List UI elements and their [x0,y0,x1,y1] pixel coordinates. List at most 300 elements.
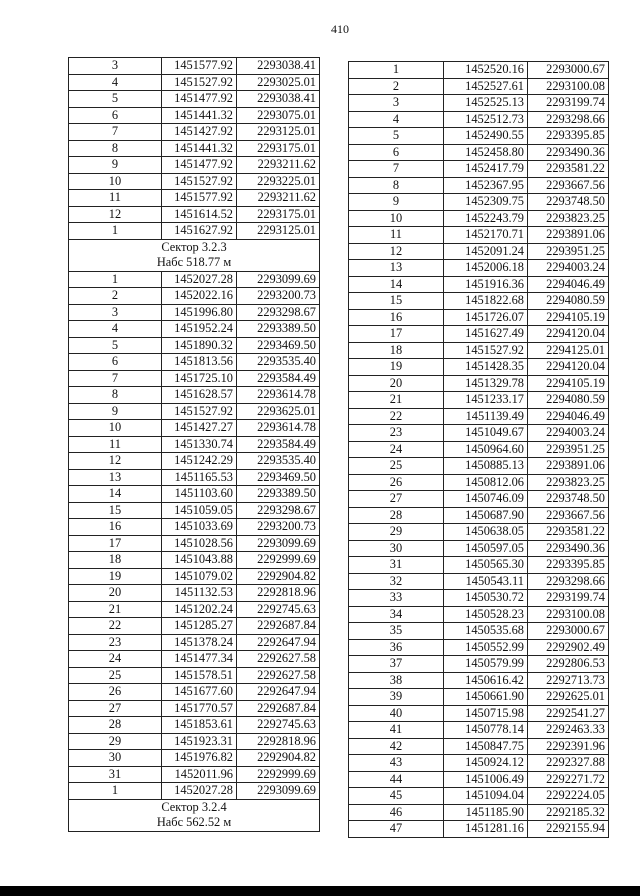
x-coordinate: 1452027.28 [162,783,237,800]
y-coordinate: 2293100.08 [528,606,609,623]
point-number: 14 [69,486,162,503]
point-number: 4 [349,111,444,128]
y-coordinate: 2294120.04 [528,359,609,376]
table-row [349,177,609,194]
x-coordinate: 1450924.12 [444,755,528,772]
y-coordinate: 2293748.50 [528,491,609,508]
y-coordinate: 2293891.06 [528,458,609,475]
point-number: 7 [69,370,162,387]
point-number: 24 [349,441,444,458]
x-coordinate: 1450964.60 [444,441,528,458]
sector-header-row [69,799,320,831]
table-row [69,667,320,684]
y-coordinate: 2292463.33 [528,722,609,739]
table-row [349,689,609,706]
x-coordinate: 1451427.27 [162,420,237,437]
table-row [349,78,609,95]
table-row [349,326,609,343]
table-row [69,750,320,767]
table-row [69,206,320,223]
x-coordinate: 1450661.90 [444,689,528,706]
y-coordinate: 2294120.04 [528,326,609,343]
x-coordinate: 1451139.49 [444,408,528,425]
point-number: 10 [69,173,162,190]
point-number: 13 [349,260,444,277]
x-coordinate: 1451028.56 [162,535,237,552]
y-coordinate: 2293199.74 [528,95,609,112]
table-row [349,755,609,772]
x-coordinate: 1451822.68 [444,293,528,310]
point-number: 31 [349,557,444,574]
point-number: 13 [69,469,162,486]
x-coordinate: 1451441.32 [162,107,237,124]
y-coordinate: 2292687.84 [237,618,320,635]
table-row [349,606,609,623]
point-number: 6 [349,144,444,161]
y-coordinate: 2292647.94 [237,634,320,651]
point-number: 17 [349,326,444,343]
table-row [349,804,609,821]
y-coordinate: 2293211.62 [237,157,320,174]
x-coordinate: 1452490.55 [444,128,528,145]
x-coordinate: 1452091.24 [444,243,528,260]
y-coordinate: 2293951.25 [528,441,609,458]
table-row [69,453,320,470]
x-coordinate: 1451132.53 [162,585,237,602]
point-number: 1 [69,783,162,800]
table-row [349,62,609,79]
table-row [69,601,320,618]
point-number: 3 [69,304,162,321]
x-coordinate: 1451242.29 [162,453,237,470]
table-row [349,507,609,524]
table-row [69,354,320,371]
point-number: 25 [349,458,444,475]
y-coordinate: 2293025.01 [237,74,320,91]
point-number: 33 [349,590,444,607]
y-coordinate: 2294125.01 [528,342,609,359]
y-coordinate: 2293667.56 [528,177,609,194]
table-row [69,519,320,536]
table-row [349,309,609,326]
point-number: 27 [69,700,162,717]
x-coordinate: 1450885.13 [444,458,528,475]
y-coordinate: 2293891.06 [528,227,609,244]
x-coordinate: 1451043.88 [162,552,237,569]
point-number: 21 [69,601,162,618]
table-row [69,535,320,552]
y-coordinate: 2293581.22 [528,161,609,178]
table-row [349,408,609,425]
x-coordinate: 1451770.57 [162,700,237,717]
y-coordinate: 2293175.01 [237,140,320,157]
y-coordinate: 2293581.22 [528,524,609,541]
table-row [349,441,609,458]
x-coordinate: 1451428.35 [444,359,528,376]
y-coordinate: 2292745.63 [237,717,320,734]
y-coordinate: 2292818.96 [237,585,320,602]
y-coordinate: 2293584.49 [237,436,320,453]
table-row [69,502,320,519]
x-coordinate: 1452520.16 [444,62,528,79]
x-coordinate: 1451378.24 [162,634,237,651]
x-coordinate: 1451527.92 [162,74,237,91]
point-number: 19 [69,568,162,585]
y-coordinate: 2293298.67 [237,502,320,519]
sector-title: Сектор 3.2.4 [161,799,227,814]
table-row [69,486,320,503]
table-row [349,342,609,359]
table-row [69,651,320,668]
point-number: 12 [69,453,162,470]
y-coordinate: 2293614.78 [237,387,320,404]
x-coordinate: 1451233.17 [444,392,528,409]
y-coordinate: 2293395.85 [528,557,609,574]
x-coordinate: 1451165.53 [162,469,237,486]
y-coordinate: 2293469.50 [237,469,320,486]
table-row [69,552,320,569]
table-row [349,260,609,277]
table-row [349,276,609,293]
x-coordinate: 1451049.67 [444,425,528,442]
x-coordinate: 1451441.32 [162,140,237,157]
sector-header [69,799,320,831]
point-number: 45 [349,788,444,805]
point-number: 41 [349,722,444,739]
y-coordinate: 2292904.82 [237,568,320,585]
y-coordinate: 2293000.67 [528,62,609,79]
point-number: 32 [349,573,444,590]
point-number: 5 [349,128,444,145]
y-coordinate: 2292627.58 [237,651,320,668]
y-coordinate: 2292185.32 [528,804,609,821]
point-number: 30 [69,750,162,767]
table-row [349,821,609,838]
x-coordinate: 1451094.04 [444,788,528,805]
sector-header-row [69,239,320,271]
y-coordinate: 2293625.01 [237,403,320,420]
point-number: 8 [349,177,444,194]
point-number: 11 [69,190,162,207]
y-coordinate: 2293395.85 [528,128,609,145]
table-row [69,74,320,91]
x-coordinate: 1451330.74 [162,436,237,453]
sector-title: Сектор 3.2.3 [161,239,227,254]
table-row [69,783,320,800]
x-coordinate: 1451627.92 [162,223,237,240]
x-coordinate: 1450565.30 [444,557,528,574]
point-number: 5 [69,91,162,108]
y-coordinate: 2292745.63 [237,601,320,618]
coordinates-table-left-body [69,58,320,832]
point-number: 38 [349,672,444,689]
y-coordinate: 2293584.49 [237,370,320,387]
table-row [349,656,609,673]
y-coordinate: 2293211.62 [237,190,320,207]
table-row [69,321,320,338]
point-number: 22 [69,618,162,635]
point-number: 24 [69,651,162,668]
y-coordinate: 2293748.50 [528,194,609,211]
table-row [349,672,609,689]
point-number: 22 [349,408,444,425]
y-coordinate: 2293614.78 [237,420,320,437]
table-row [69,618,320,635]
y-coordinate: 2293100.08 [528,78,609,95]
point-number: 23 [69,634,162,651]
table-row [349,359,609,376]
x-coordinate: 1452170.71 [444,227,528,244]
table-row [69,304,320,321]
x-coordinate: 1451527.92 [444,342,528,359]
table-row [349,590,609,607]
point-number: 9 [349,194,444,211]
x-coordinate: 1450597.05 [444,540,528,557]
y-coordinate: 2293038.41 [237,91,320,108]
table-row [349,623,609,640]
table-row [69,585,320,602]
point-number: 26 [69,684,162,701]
y-coordinate: 2293389.50 [237,321,320,338]
x-coordinate: 1450746.09 [444,491,528,508]
x-coordinate: 1450552.99 [444,639,528,656]
y-coordinate: 2293490.36 [528,144,609,161]
x-coordinate: 1452309.75 [444,194,528,211]
x-coordinate: 1451477.92 [162,157,237,174]
y-coordinate: 2292327.88 [528,755,609,772]
table-row [349,458,609,475]
coordinates-table-right [348,61,609,838]
point-number: 18 [349,342,444,359]
page-number: 410 [331,22,349,36]
x-coordinate: 1450543.11 [444,573,528,590]
table-row [69,271,320,288]
x-coordinate: 1451059.05 [162,502,237,519]
x-coordinate: 1450530.72 [444,590,528,607]
x-coordinate: 1451477.92 [162,91,237,108]
y-coordinate: 2292904.82 [237,750,320,767]
table-row [349,722,609,739]
y-coordinate: 2292713.73 [528,672,609,689]
point-number: 8 [69,387,162,404]
point-number: 21 [349,392,444,409]
y-coordinate: 2292155.94 [528,821,609,838]
x-coordinate: 1451952.24 [162,321,237,338]
point-number: 20 [69,585,162,602]
point-number: 1 [69,223,162,240]
x-coordinate: 1451079.02 [162,568,237,585]
y-coordinate: 2293000.67 [528,623,609,640]
y-coordinate: 2293125.01 [237,223,320,240]
point-number: 29 [69,733,162,750]
point-number: 8 [69,140,162,157]
table-row [349,524,609,541]
x-coordinate: 1451813.56 [162,354,237,371]
point-number: 12 [349,243,444,260]
x-coordinate: 1452243.79 [444,210,528,227]
table-row [69,766,320,783]
table-row [349,293,609,310]
point-number: 4 [69,321,162,338]
table-row [69,288,320,305]
y-coordinate: 2293075.01 [237,107,320,124]
y-coordinate: 2293099.69 [237,535,320,552]
y-coordinate: 2292224.05 [528,788,609,805]
point-number: 9 [69,403,162,420]
table-row [349,705,609,722]
x-coordinate: 1452027.28 [162,271,237,288]
point-number: 47 [349,821,444,838]
x-coordinate: 1451677.60 [162,684,237,701]
x-coordinate: 1452006.18 [444,260,528,277]
y-coordinate: 2292999.69 [237,766,320,783]
point-number: 34 [349,606,444,623]
point-number: 37 [349,656,444,673]
table-row [349,375,609,392]
y-coordinate: 2293175.01 [237,206,320,223]
table-row [69,700,320,717]
x-coordinate: 1452022.16 [162,288,237,305]
x-coordinate: 1451923.31 [162,733,237,750]
table-row [69,717,320,734]
point-number: 18 [69,552,162,569]
point-number: 31 [69,766,162,783]
point-number: 1 [349,62,444,79]
table-row [69,403,320,420]
y-coordinate: 2293667.56 [528,507,609,524]
x-coordinate: 1451527.92 [162,173,237,190]
y-coordinate: 2293951.25 [528,243,609,260]
point-number: 10 [349,210,444,227]
x-coordinate: 1451006.49 [444,771,528,788]
table-row [349,474,609,491]
x-coordinate: 1452367.95 [444,177,528,194]
point-number: 20 [349,375,444,392]
table-row [349,738,609,755]
table-row [69,173,320,190]
point-number: 28 [349,507,444,524]
x-coordinate: 1451281.16 [444,821,528,838]
y-coordinate: 2292818.96 [237,733,320,750]
table-row [69,337,320,354]
point-number: 42 [349,738,444,755]
x-coordinate: 1451033.69 [162,519,237,536]
table-row [349,557,609,574]
y-coordinate: 2294105.19 [528,309,609,326]
scan-bottom-edge [0,886,640,896]
point-number: 17 [69,535,162,552]
table-row [349,491,609,508]
y-coordinate: 2293099.69 [237,783,320,800]
x-coordinate: 1451976.82 [162,750,237,767]
x-coordinate: 1451628.57 [162,387,237,404]
y-coordinate: 2294080.59 [528,392,609,409]
table-row [69,91,320,108]
point-number: 10 [69,420,162,437]
x-coordinate: 1451996.80 [162,304,237,321]
point-number: 6 [69,107,162,124]
y-coordinate: 2292647.94 [237,684,320,701]
y-coordinate: 2292625.01 [528,689,609,706]
y-coordinate: 2292902.49 [528,639,609,656]
coordinates-table-right-body [349,62,609,838]
x-coordinate: 1451627.49 [444,326,528,343]
x-coordinate: 1451578.51 [162,667,237,684]
point-number: 25 [69,667,162,684]
y-coordinate: 2293469.50 [237,337,320,354]
sector-length: Набс 518.77 м [156,255,232,269]
y-coordinate: 2293199.74 [528,590,609,607]
point-number: 12 [69,206,162,223]
point-number: 1 [69,271,162,288]
y-coordinate: 2293099.69 [237,271,320,288]
y-coordinate: 2293490.36 [528,540,609,557]
point-number: 4 [69,74,162,91]
sector-length: Набс 562.52 м [156,815,232,829]
table-row [349,144,609,161]
point-number: 26 [349,474,444,491]
y-coordinate: 2292627.58 [237,667,320,684]
x-coordinate: 1450579.99 [444,656,528,673]
table-row [69,634,320,651]
x-coordinate: 1451185.90 [444,804,528,821]
x-coordinate: 1451725.10 [162,370,237,387]
table-row [69,370,320,387]
point-number: 28 [69,717,162,734]
x-coordinate: 1451329.78 [444,375,528,392]
x-coordinate: 1451577.92 [162,190,237,207]
x-coordinate: 1450847.75 [444,738,528,755]
table-row [349,392,609,409]
x-coordinate: 1450687.90 [444,507,528,524]
table-row [69,58,320,75]
table-row [69,223,320,240]
point-number: 15 [69,502,162,519]
y-coordinate: 2292391.96 [528,738,609,755]
x-coordinate: 1452527.61 [444,78,528,95]
y-coordinate: 2294105.19 [528,375,609,392]
x-coordinate: 1452525.13 [444,95,528,112]
y-coordinate: 2293389.50 [237,486,320,503]
x-coordinate: 1451477.34 [162,651,237,668]
table-row [349,161,609,178]
point-number: 35 [349,623,444,640]
table-row [349,194,609,211]
y-coordinate: 2294003.24 [528,425,609,442]
point-number: 15 [349,293,444,310]
point-number: 7 [349,161,444,178]
table-row [69,387,320,404]
point-number: 11 [349,227,444,244]
point-number: 19 [349,359,444,376]
y-coordinate: 2294046.49 [528,408,609,425]
table-row [349,243,609,260]
table-row [69,124,320,141]
table-row [349,573,609,590]
table-row [69,733,320,750]
table-row [69,469,320,486]
table-row [349,771,609,788]
table-row [349,210,609,227]
point-number: 40 [349,705,444,722]
table-row [349,788,609,805]
point-number: 46 [349,804,444,821]
y-coordinate: 2293200.73 [237,288,320,305]
point-number: 6 [69,354,162,371]
x-coordinate: 1450638.05 [444,524,528,541]
y-coordinate: 2292999.69 [237,552,320,569]
x-coordinate: 1452458.80 [444,144,528,161]
